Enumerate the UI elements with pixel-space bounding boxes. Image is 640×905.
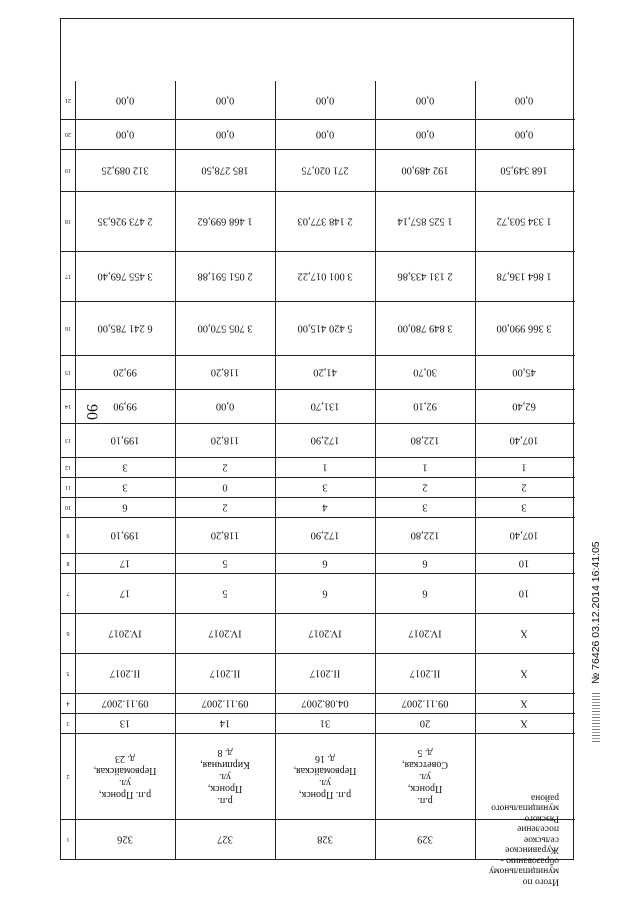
table-cell <box>75 191 176 251</box>
table-cell <box>175 477 276 497</box>
table-cell <box>175 251 276 301</box>
column-number-label: 11 <box>65 484 71 490</box>
table-cell <box>175 553 276 573</box>
cell-value: 3 <box>122 461 128 473</box>
table-cell <box>475 81 573 119</box>
cell-value: X <box>520 667 528 679</box>
column-band-3 <box>61 713 575 734</box>
cell-value: 2 <box>222 461 228 473</box>
table-cell <box>475 517 573 553</box>
table-cell <box>275 819 376 859</box>
table-cell <box>475 713 573 733</box>
column-number <box>61 423 76 457</box>
table-cell <box>75 477 176 497</box>
table-cell <box>75 573 176 613</box>
column-band-2 <box>61 733 575 820</box>
column-number <box>61 573 76 613</box>
column-number-label: 20 <box>65 131 71 137</box>
table-cell <box>375 251 476 301</box>
column-number <box>61 191 76 251</box>
cell-value: 329 <box>417 833 433 845</box>
table-cell <box>75 81 176 119</box>
cell-value: 0,00 <box>315 94 335 106</box>
cell-value: 3 001 017,22 <box>297 270 353 282</box>
table-cell <box>175 355 276 389</box>
cell-value: 326 <box>117 833 133 845</box>
cell-value: 1 334 503,72 <box>496 215 552 227</box>
column-number <box>61 355 76 389</box>
cell-value: 0 <box>222 481 228 493</box>
cell-value: 5 420 415,00 <box>297 322 353 334</box>
cell-value: 0,00 <box>315 128 335 140</box>
column-number <box>61 613 76 653</box>
column-number-label: 5 <box>66 670 70 676</box>
column-band-4 <box>61 693 575 714</box>
table-cell <box>475 251 573 301</box>
cell-value: 5 <box>222 557 228 569</box>
table-cell <box>275 149 376 191</box>
cell-value: 0,00 <box>215 400 235 412</box>
column-number-label: 13 <box>65 437 71 443</box>
column-band-17 <box>61 251 575 302</box>
cell-value: 131,70 <box>310 400 340 412</box>
cell-value: 14 <box>219 717 231 729</box>
cell-value: X <box>520 697 528 709</box>
table-cell <box>175 457 276 477</box>
cell-value: р.п. Пронск, ул. Кирпичная, д. 8 <box>200 747 250 806</box>
table-cell <box>75 553 176 573</box>
column-number <box>61 713 76 733</box>
cell-value: 3 <box>422 501 428 513</box>
cell-value: 328 <box>317 833 333 845</box>
cell-value: 5 <box>222 587 228 599</box>
column-number <box>61 733 76 819</box>
table-cell <box>475 653 573 693</box>
cell-value: 107,40 <box>509 434 539 446</box>
cell-value: 1 864 136,78 <box>496 270 552 282</box>
cell-value: 3 <box>122 481 128 493</box>
column-number-label: 3 <box>66 720 70 726</box>
column-number <box>61 301 76 355</box>
table-cell <box>275 517 376 553</box>
cell-value: 172,90 <box>310 529 340 541</box>
column-number <box>61 819 76 859</box>
table-cell <box>375 119 476 149</box>
cell-value: р.п. Пронск, ул. Первомайская, д. 23 <box>93 753 157 800</box>
table-cell <box>275 477 376 497</box>
cell-value: 92,10 <box>413 400 437 412</box>
table-cell <box>75 497 176 517</box>
cell-value: 199,10 <box>110 529 140 541</box>
column-number <box>61 457 76 477</box>
table-cell <box>375 613 476 653</box>
table-cell <box>375 819 476 859</box>
table-cell <box>275 191 376 251</box>
cell-value: 30,70 <box>413 366 437 378</box>
cell-value: 2 148 377,03 <box>297 215 353 227</box>
table-cell <box>475 191 573 251</box>
table-cell <box>375 355 476 389</box>
table-cell <box>175 713 276 733</box>
cell-value: 2 131 433,86 <box>397 270 453 282</box>
cell-value: 122,80 <box>410 434 440 446</box>
cell-value: 1 <box>521 461 527 473</box>
cell-value: 6 <box>422 557 428 569</box>
cell-value: 1 468 699,62 <box>197 215 253 227</box>
column-number <box>61 653 76 693</box>
cell-value: 1 <box>422 461 428 473</box>
table-cell <box>475 389 573 423</box>
column-number-label: 12 <box>65 464 71 470</box>
table-cell <box>375 653 476 693</box>
table-cell <box>175 423 276 457</box>
column-number <box>61 497 76 517</box>
cell-value: 09.11.2007 <box>101 697 149 709</box>
table-cell <box>275 497 376 517</box>
table-cell <box>175 389 276 423</box>
table-cell <box>175 81 276 119</box>
table-cell <box>75 149 176 191</box>
column-number <box>61 119 76 149</box>
table-cell <box>275 457 376 477</box>
cell-value: 0,00 <box>115 128 135 140</box>
cell-value: 6 <box>122 501 128 513</box>
table-cell <box>75 457 176 477</box>
column-band-5 <box>61 653 575 694</box>
cell-value: IV.2017 <box>108 627 142 639</box>
table-cell <box>375 389 476 423</box>
cell-value: 45,00 <box>512 366 536 378</box>
cell-value: 3 705 570,00 <box>197 322 253 334</box>
cell-value: 118,20 <box>210 366 240 378</box>
column-number-label: 21 <box>65 97 71 103</box>
register-table <box>60 18 574 887</box>
column-number-label: 1 <box>66 836 70 842</box>
document-stamp <box>590 492 602 742</box>
table-cell <box>75 733 176 819</box>
cell-value: IV.2017 <box>308 627 342 639</box>
cell-value: 62,40 <box>512 400 536 412</box>
table-cell <box>375 693 476 713</box>
cell-value: 118,20 <box>210 529 240 541</box>
table-cell <box>75 423 176 457</box>
table-cell <box>175 517 276 553</box>
table-cell <box>375 573 476 613</box>
table-cell <box>375 477 476 497</box>
table-cell <box>275 733 376 819</box>
table-cell <box>175 693 276 713</box>
cell-value: 17 <box>119 557 131 569</box>
cell-value: 4 <box>322 501 328 513</box>
table-cell <box>475 423 573 457</box>
column-number <box>61 149 76 191</box>
table-cell <box>475 693 573 713</box>
table-cell <box>375 713 476 733</box>
cell-value: 199,10 <box>110 434 140 446</box>
cell-value: 2 <box>222 501 228 513</box>
table-cell <box>75 819 176 859</box>
column-band-13 <box>61 423 575 458</box>
barcode-icon <box>592 692 600 742</box>
cell-value: 99,90 <box>113 400 137 412</box>
cell-value: Итого по муниципальному образованию - Журавинское сельское поселение Рязского муниципального района <box>489 792 559 887</box>
table-cell <box>275 573 376 613</box>
cell-value: II.2017 <box>209 667 241 679</box>
column-number-label: 6 <box>66 630 70 636</box>
table-cell <box>75 713 176 733</box>
column-number <box>61 517 76 553</box>
column-number-label: 14 <box>65 403 71 409</box>
cell-value: 6 <box>422 587 428 599</box>
table-cell <box>275 81 376 119</box>
table-cell <box>275 423 376 457</box>
table-cell <box>75 119 176 149</box>
cell-value: 0,00 <box>215 94 235 106</box>
table-cell <box>375 191 476 251</box>
cell-value: 185 278,50 <box>201 164 249 176</box>
table-cell <box>275 355 376 389</box>
table-cell <box>175 119 276 149</box>
cell-value: 192 489,00 <box>401 164 449 176</box>
cell-value: 6 <box>322 587 328 599</box>
table-cell <box>475 573 573 613</box>
cell-value: 3 455 769,40 <box>97 270 153 282</box>
table-cell <box>275 251 376 301</box>
table-cell <box>375 81 476 119</box>
column-band-21 <box>61 81 575 120</box>
cell-value: X <box>520 627 528 639</box>
table-cell <box>375 423 476 457</box>
table-cell <box>175 819 276 859</box>
cell-value: 04.08.2007 <box>301 697 349 709</box>
cell-value: 10 <box>518 587 530 599</box>
column-number-label: 8 <box>66 560 70 566</box>
table-cell <box>475 457 573 477</box>
cell-value: 41,20 <box>313 366 337 378</box>
table-cell <box>475 733 573 819</box>
cell-value: 1 <box>322 461 328 473</box>
cell-value: 6 <box>322 557 328 569</box>
cell-value: 17 <box>119 587 131 599</box>
column-band-15 <box>61 355 575 390</box>
column-number-label: 19 <box>65 167 71 173</box>
column-band-19 <box>61 149 575 192</box>
cell-value: 2 <box>422 481 428 493</box>
column-band-8 <box>61 553 575 574</box>
cell-value: 271 020,75 <box>301 164 349 176</box>
table-cell <box>475 119 573 149</box>
cell-value: 107,40 <box>509 529 539 541</box>
cell-value: II.2017 <box>109 667 141 679</box>
cell-value: 3 <box>521 501 527 513</box>
table-cell <box>375 733 476 819</box>
table-cell <box>275 713 376 733</box>
column-band-11 <box>61 477 575 498</box>
table-cell <box>75 693 176 713</box>
column-band-20 <box>61 119 575 150</box>
column-number-label: 2 <box>66 773 70 779</box>
cell-value: 09.11.2007 <box>201 697 249 709</box>
cell-value: 122,80 <box>410 529 440 541</box>
table-cell <box>175 301 276 355</box>
column-band-1 <box>61 792 575 887</box>
column-number-label: 4 <box>66 700 70 706</box>
column-number <box>61 389 76 423</box>
cell-value: 0,00 <box>514 128 534 140</box>
table-cell <box>375 497 476 517</box>
table-cell <box>75 355 176 389</box>
cell-value: 2 051 591,88 <box>197 270 253 282</box>
table-cell <box>475 553 573 573</box>
table-cell <box>275 693 376 713</box>
table-cell <box>75 389 176 423</box>
column-band-14 <box>61 389 575 424</box>
table-cell <box>275 119 376 149</box>
stamp-text: № 76426 03.12.2014 16:41:05 <box>590 541 602 684</box>
table-cell <box>375 149 476 191</box>
table-cell <box>275 553 376 573</box>
table-cell <box>475 149 573 191</box>
cell-value: 0,00 <box>514 94 534 106</box>
cell-value: X <box>520 717 528 729</box>
table-cell <box>75 613 176 653</box>
column-number-label: 17 <box>65 273 71 279</box>
cell-value: IV.2017 <box>408 627 442 639</box>
cell-value: 0,00 <box>415 128 435 140</box>
table-cell <box>175 733 276 819</box>
column-number <box>61 251 76 301</box>
column-number-label: 18 <box>65 218 71 224</box>
cell-value: 09.11.2007 <box>401 697 449 709</box>
column-band-10 <box>61 497 575 518</box>
table-cell <box>475 301 573 355</box>
table-cell <box>175 497 276 517</box>
column-band-18 <box>61 191 575 252</box>
column-band-6 <box>61 613 575 654</box>
table-cell <box>175 653 276 693</box>
cell-value: IV.2017 <box>208 627 242 639</box>
cell-value: 3 <box>322 481 328 493</box>
table-cell <box>375 457 476 477</box>
table-cell <box>175 573 276 613</box>
cell-value: 13 <box>119 717 131 729</box>
column-number-label: 7 <box>66 590 70 596</box>
table-cell <box>275 301 376 355</box>
cell-value: 0,00 <box>115 94 135 106</box>
table-cell <box>375 301 476 355</box>
cell-value: р.п. Пронск, ул. Первомайская, д. 16 <box>293 753 357 800</box>
column-number <box>61 693 76 713</box>
column-number-label: 9 <box>66 532 70 538</box>
table-cell <box>275 613 376 653</box>
page-number: 90 <box>83 404 100 420</box>
table-cell <box>375 553 476 573</box>
table-cell <box>475 613 573 653</box>
column-band-16 <box>61 301 575 356</box>
table-cell <box>275 653 376 693</box>
table-cell <box>475 792 573 887</box>
column-number-label: 16 <box>65 325 71 331</box>
cell-value: 2 473 926,35 <box>97 215 153 227</box>
cell-value: 99,20 <box>113 366 137 378</box>
cell-value: 172,90 <box>310 434 340 446</box>
table-cell <box>375 517 476 553</box>
table-cell <box>475 355 573 389</box>
table-cell <box>475 477 573 497</box>
cell-value: 168 349,50 <box>500 164 548 176</box>
cell-value: 0,00 <box>415 94 435 106</box>
cell-value: 118,20 <box>210 434 240 446</box>
table-cell <box>175 191 276 251</box>
cell-value: 3 366 990,00 <box>496 322 552 334</box>
table-cell <box>275 389 376 423</box>
cell-value: 6 241 785,00 <box>97 322 153 334</box>
cell-value: 312 089,25 <box>101 164 149 176</box>
table-cell <box>75 301 176 355</box>
column-number-label: 10 <box>65 504 71 510</box>
cell-value: II.2017 <box>409 667 441 679</box>
column-band-12 <box>61 457 575 478</box>
column-number <box>61 81 76 119</box>
column-number <box>61 553 76 573</box>
cell-value: 20 <box>419 717 431 729</box>
table-cell <box>175 613 276 653</box>
cell-value: 1 525 857,14 <box>397 215 453 227</box>
cell-value: р.п. Пронск, ул. Советская, д. 5 <box>402 747 448 806</box>
table-cell <box>475 497 573 517</box>
cell-value: 3 849 780,00 <box>397 322 453 334</box>
column-number <box>61 477 76 497</box>
column-band-9 <box>61 517 575 554</box>
cell-value: 0,00 <box>215 128 235 140</box>
column-band-7 <box>61 573 575 614</box>
cell-value: 10 <box>518 557 530 569</box>
table-cell <box>75 251 176 301</box>
column-number-label: 15 <box>65 369 71 375</box>
cell-value: II.2017 <box>309 667 341 679</box>
table-cell <box>175 149 276 191</box>
cell-value: 327 <box>217 833 233 845</box>
table-cell <box>75 653 176 693</box>
cell-value: 31 <box>319 717 331 729</box>
table-cell <box>75 517 176 553</box>
cell-value: 2 <box>521 481 527 493</box>
